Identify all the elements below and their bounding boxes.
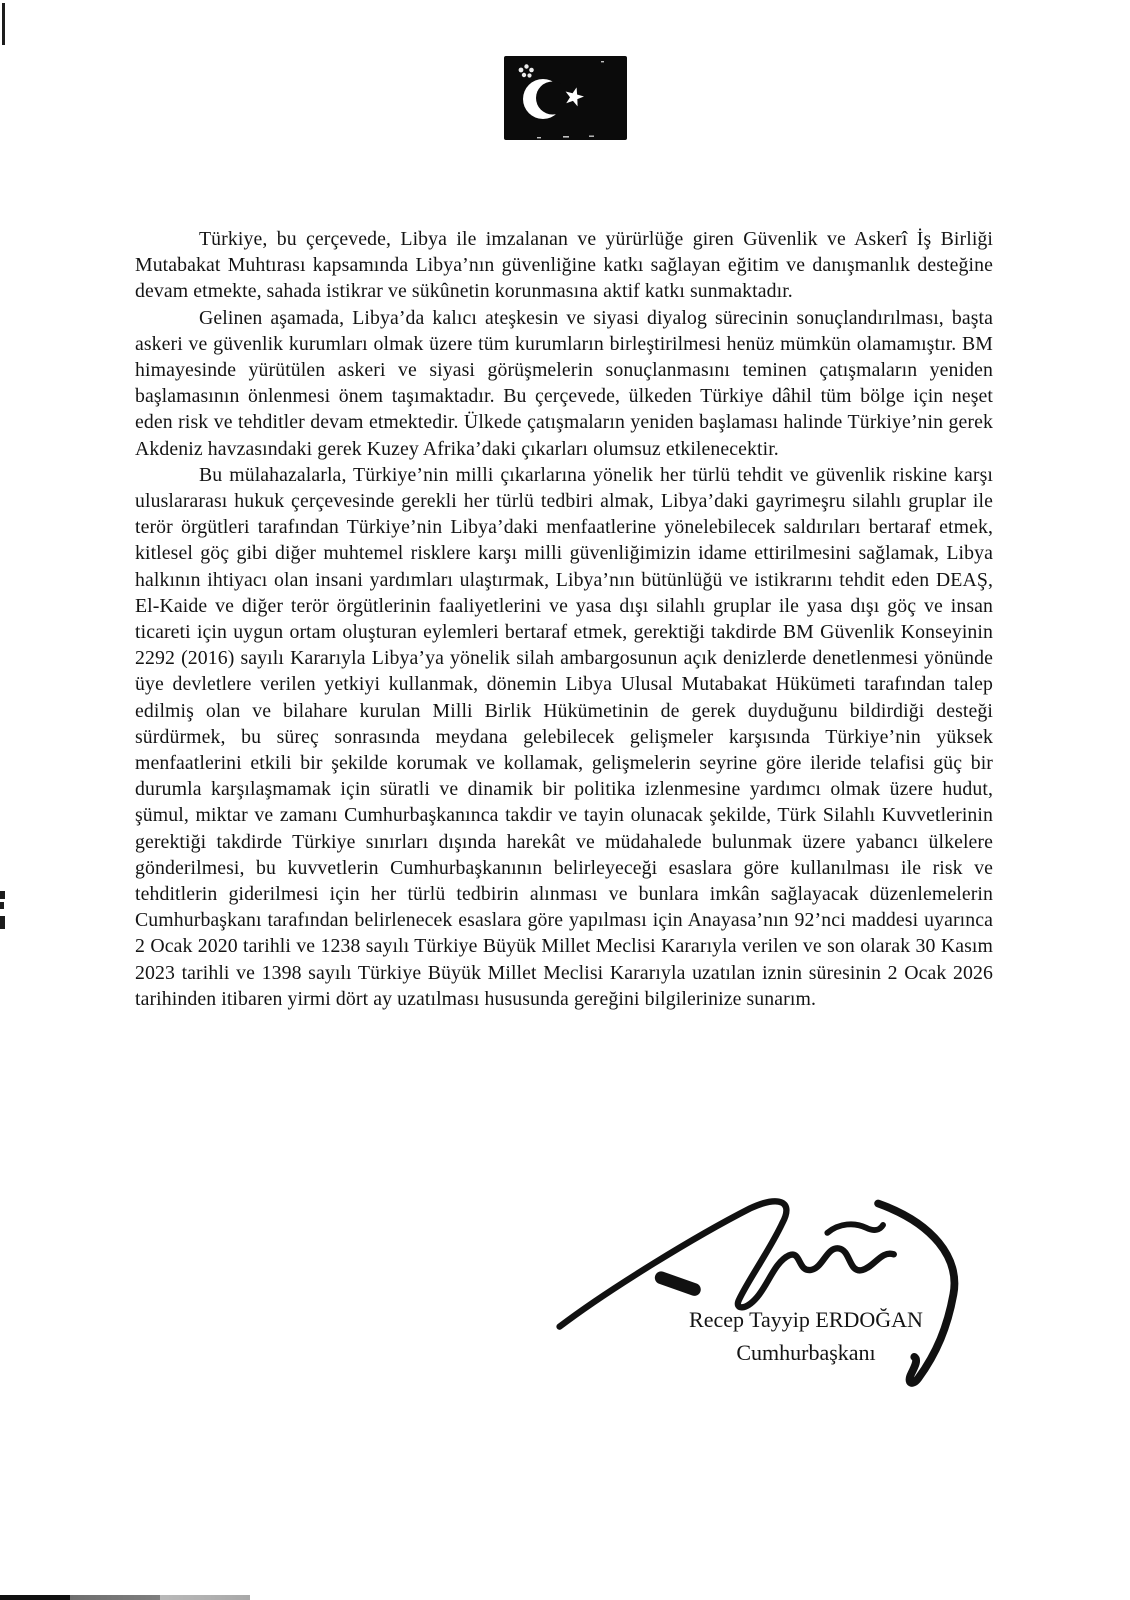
scan-artifact	[0, 1595, 250, 1600]
signer-title: Cumhurbaşkanı	[736, 1340, 876, 1365]
turkish-flag-icon	[503, 55, 628, 141]
paragraph-3: Bu mülahazalarla, Türkiye’nin milli çıkarlarına yönelik her türlü tehdit ve güvenlik riskine karşı uluslararası hukuk çerçevesinde gerekli her türlü tedbiri almak, Libya’daki gayrimeşru silahlı gruplar ile terör örgütleri tarafından Türkiye’nin Libya’daki menfaatlerine yönelebilecek saldırıları bertaraf etmek, kitlesel göç gibi diğer muhtemel risklere karşı milli güvenliğimizin idame ettirilmesini sağlamak, Libya halkının ihtiyacı olan insani yardımları ulaştırmak, Libya’nın bütünlüğü ve istikrarını tehdit eden DEAŞ, El-Kaide ve diğer terör örgütlerinin faaliyetlerini ve yasa dışı silahlı gruplar ile yasa dışı göç ve insan ticareti için uygun ortam oluşturan eylemleri bertaraf etmek, gerektiği takdirde BM Güvenlik Konseyinin 2292 (2016) sayılı Kararıyla Libya’ya yönelik silah ambargosunun açık denizlerde denetlenmesi yönünde üye devletlere verilen yetkiyi kullanmak, dönemin Libya Ulusal Mutabakat Hükümeti tarafından talep edilmiş olan ve bilahare kurulan Milli Birlik Hükümetinin de gerek duyduğunu bildirdiği desteği sürdürmek, bu süreç sonrasında meydana gelebilecek gelişmeler karşısında Türkiye’nin yüksek menfaatlerini etkili bir şekilde korumak ve kollamak, gelişmelerin seyrine göre ileride telafisi güç bir durumla karşılaşmamak için süratli ve dinamik bir politika izlenmesine yardımcı olmak üzere hudut, şümul, miktar ve zamanı Cumhurbaşkanınca takdir ve tayin olunacak şekilde, Türk Silahlı Kuvvetlerinin gerektiği takdirde Türkiye sınırları dışında harekât ve müdahalede bulunmak üzere yabancı ülkelere gönderilmesi, bu kuvvetlerin Cumhurbaşkanının belirleyeceği esaslara göre kullanılması ile risk ve tehditlerin giderilmesi için her türlü tedbirin alınması ve bunlara imkân sağlayacak düzenlemelerin Cumhurbaşkanı tarafından belirlenecek esaslara göre yapılması için Anayasa’nın 92’nci maddesi uyarınca 2 Ocak 2020 tarihli ve 1238 sayılı Türkiye Büyük Millet Meclisi Kararıyla verilen ve son olarak 30 Kasım 2023 tarihli ve 1398 sayılı Türkiye Büyük Millet Meclisi Kararıyla uzatılan iznin süresinin 2 Ocak 2026 tarihinden itibaren yirmi dört ay uzatılması hususunda gereğini bilgilerinize sunarım.	[135, 463, 993, 1010]
scan-artifact	[2, 3, 5, 45]
paragraph-2: Gelinen aşamada, Libya’da kalıcı ateşkesin ve siyasi diyalog sürecinin sonuçlandırılması, başta askeri ve güvenlik kurumları olmak üzere tüm kurumların birleştirilmesi henüz mümkün olamamıştır. BM himayesinde yürütülen askeri ve siyasi görüşmelerin sonuçlanmasını teminen çatışmaların yeniden başlamasının önlenmesi önem taşımaktadır. Bu çerçevede, ülkeden Türkiye dâhil tüm bölge için neşet eden risk ve tehditler devam etmektedir. Ülkede çatışmaların yeniden başlaması halinde Türkiye’nin gerek Akdeniz havzasındaki gerek Kuzey Afrika’daki çıkarları olumsuz etkilenecektir.	[135, 306, 993, 460]
scan-artifact	[0, 902, 4, 909]
paragraph-1: Türkiye, bu çerçevede, Libya ile imzalanan ve yürürlüğe giren Güvenlik ve Askerî İş Birliği Mutabakat Muhtırası kapsamında Libya’nın güvenliğine katkı sağlayan eğitim ve danışmanlık desteğine devam etmekte, sahada istikrar ve sükûnetin korunmasına aktif katkı sunmaktadır.	[135, 228, 993, 303]
signature-block	[626, 1303, 986, 1369]
scan-artifact	[0, 891, 5, 899]
letter-body	[135, 226, 993, 1012]
scan-artifact	[0, 916, 5, 929]
signer-name: Recep Tayyip ERDOĞAN	[689, 1307, 923, 1332]
turkish-flag-svg	[503, 55, 628, 141]
